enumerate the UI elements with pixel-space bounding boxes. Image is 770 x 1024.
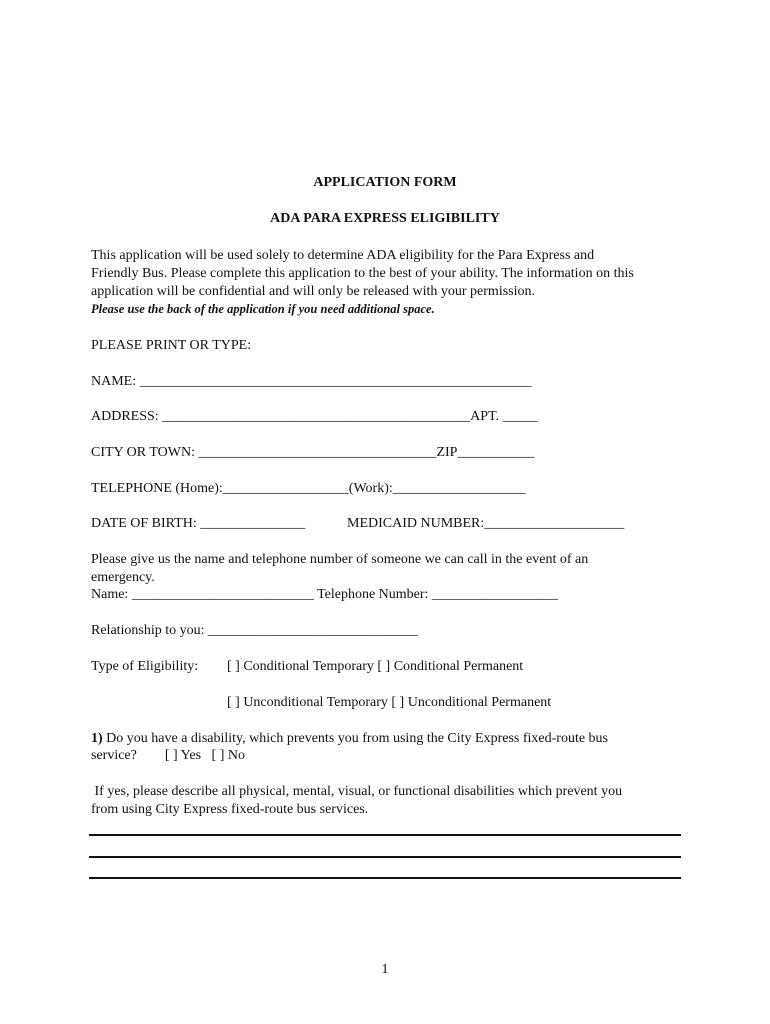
print-instruction: PLEASE PRINT OR TYPE:	[91, 338, 252, 353]
question-1-answer[interactable]: service? [ ] Yes [ ] No	[91, 748, 245, 763]
question-1-followup-line-1: If yes, please describe all physical, mental, visual, or functional disabilities which prevent you	[91, 784, 623, 799]
page-number: 1	[381, 962, 389, 977]
eligibility-label: Type of Eligibility:	[91, 659, 199, 674]
question-1-number: 1)	[91, 731, 103, 746]
answer-line-3[interactable]	[89, 877, 681, 879]
date-of-birth-field[interactable]: DATE OF BIRTH: _______________	[91, 516, 306, 531]
question-1-text: Do you have a disability, which prevents you from using the City Express fixed-route bus	[102, 731, 609, 746]
emergency-contact-field[interactable]: Name: __________________________ Telephone Number: __________________	[91, 587, 558, 602]
eligibility-options-row-2[interactable]: [ ] Unconditional Temporary [ ] Unconditional Permanent	[227, 695, 552, 710]
relationship-field[interactable]: Relationship to you: ______________________________	[91, 623, 419, 638]
form-title: APPLICATION FORM	[313, 175, 457, 190]
intro-line-3: application will be confidential and will only be released with your permission.	[91, 284, 536, 299]
address-field[interactable]: ADDRESS: ____________________________________________APT. _____	[91, 409, 538, 424]
telephone-field[interactable]: TELEPHONE (Home):__________________(Work):___________________	[91, 481, 526, 496]
medicaid-number-field[interactable]: MEDICAID NUMBER:____________________	[347, 516, 625, 531]
form-subtitle: ADA PARA EXPRESS ELIGIBILITY	[270, 211, 500, 226]
city-zip-field[interactable]: CITY OR TOWN: __________________________________ZIP___________	[91, 445, 535, 460]
question-1	[91, 730, 608, 747]
intro-line-1: This application will be used solely to determine ADA eligibility for the Para Express and	[91, 248, 595, 263]
back-of-page-note: Please use the back of the application if you need additional space.	[91, 302, 435, 316]
answer-line-1[interactable]	[89, 834, 681, 836]
answer-line-2[interactable]	[89, 856, 681, 858]
emergency-prompt-line-2: emergency.	[91, 570, 155, 585]
emergency-prompt-line-1: Please give us the name and telephone number of someone we can call in the event of an	[91, 552, 589, 567]
intro-line-2: Friendly Bus. Please complete this application to the best of your ability. The information on this	[91, 266, 634, 281]
name-field[interactable]: NAME: ________________________________________________________	[91, 374, 532, 389]
question-1-followup-line-2: from using City Express fixed-route bus services.	[91, 802, 369, 817]
eligibility-options-row-1[interactable]: [ ] Conditional Temporary [ ] Conditional Permanent	[227, 659, 524, 674]
